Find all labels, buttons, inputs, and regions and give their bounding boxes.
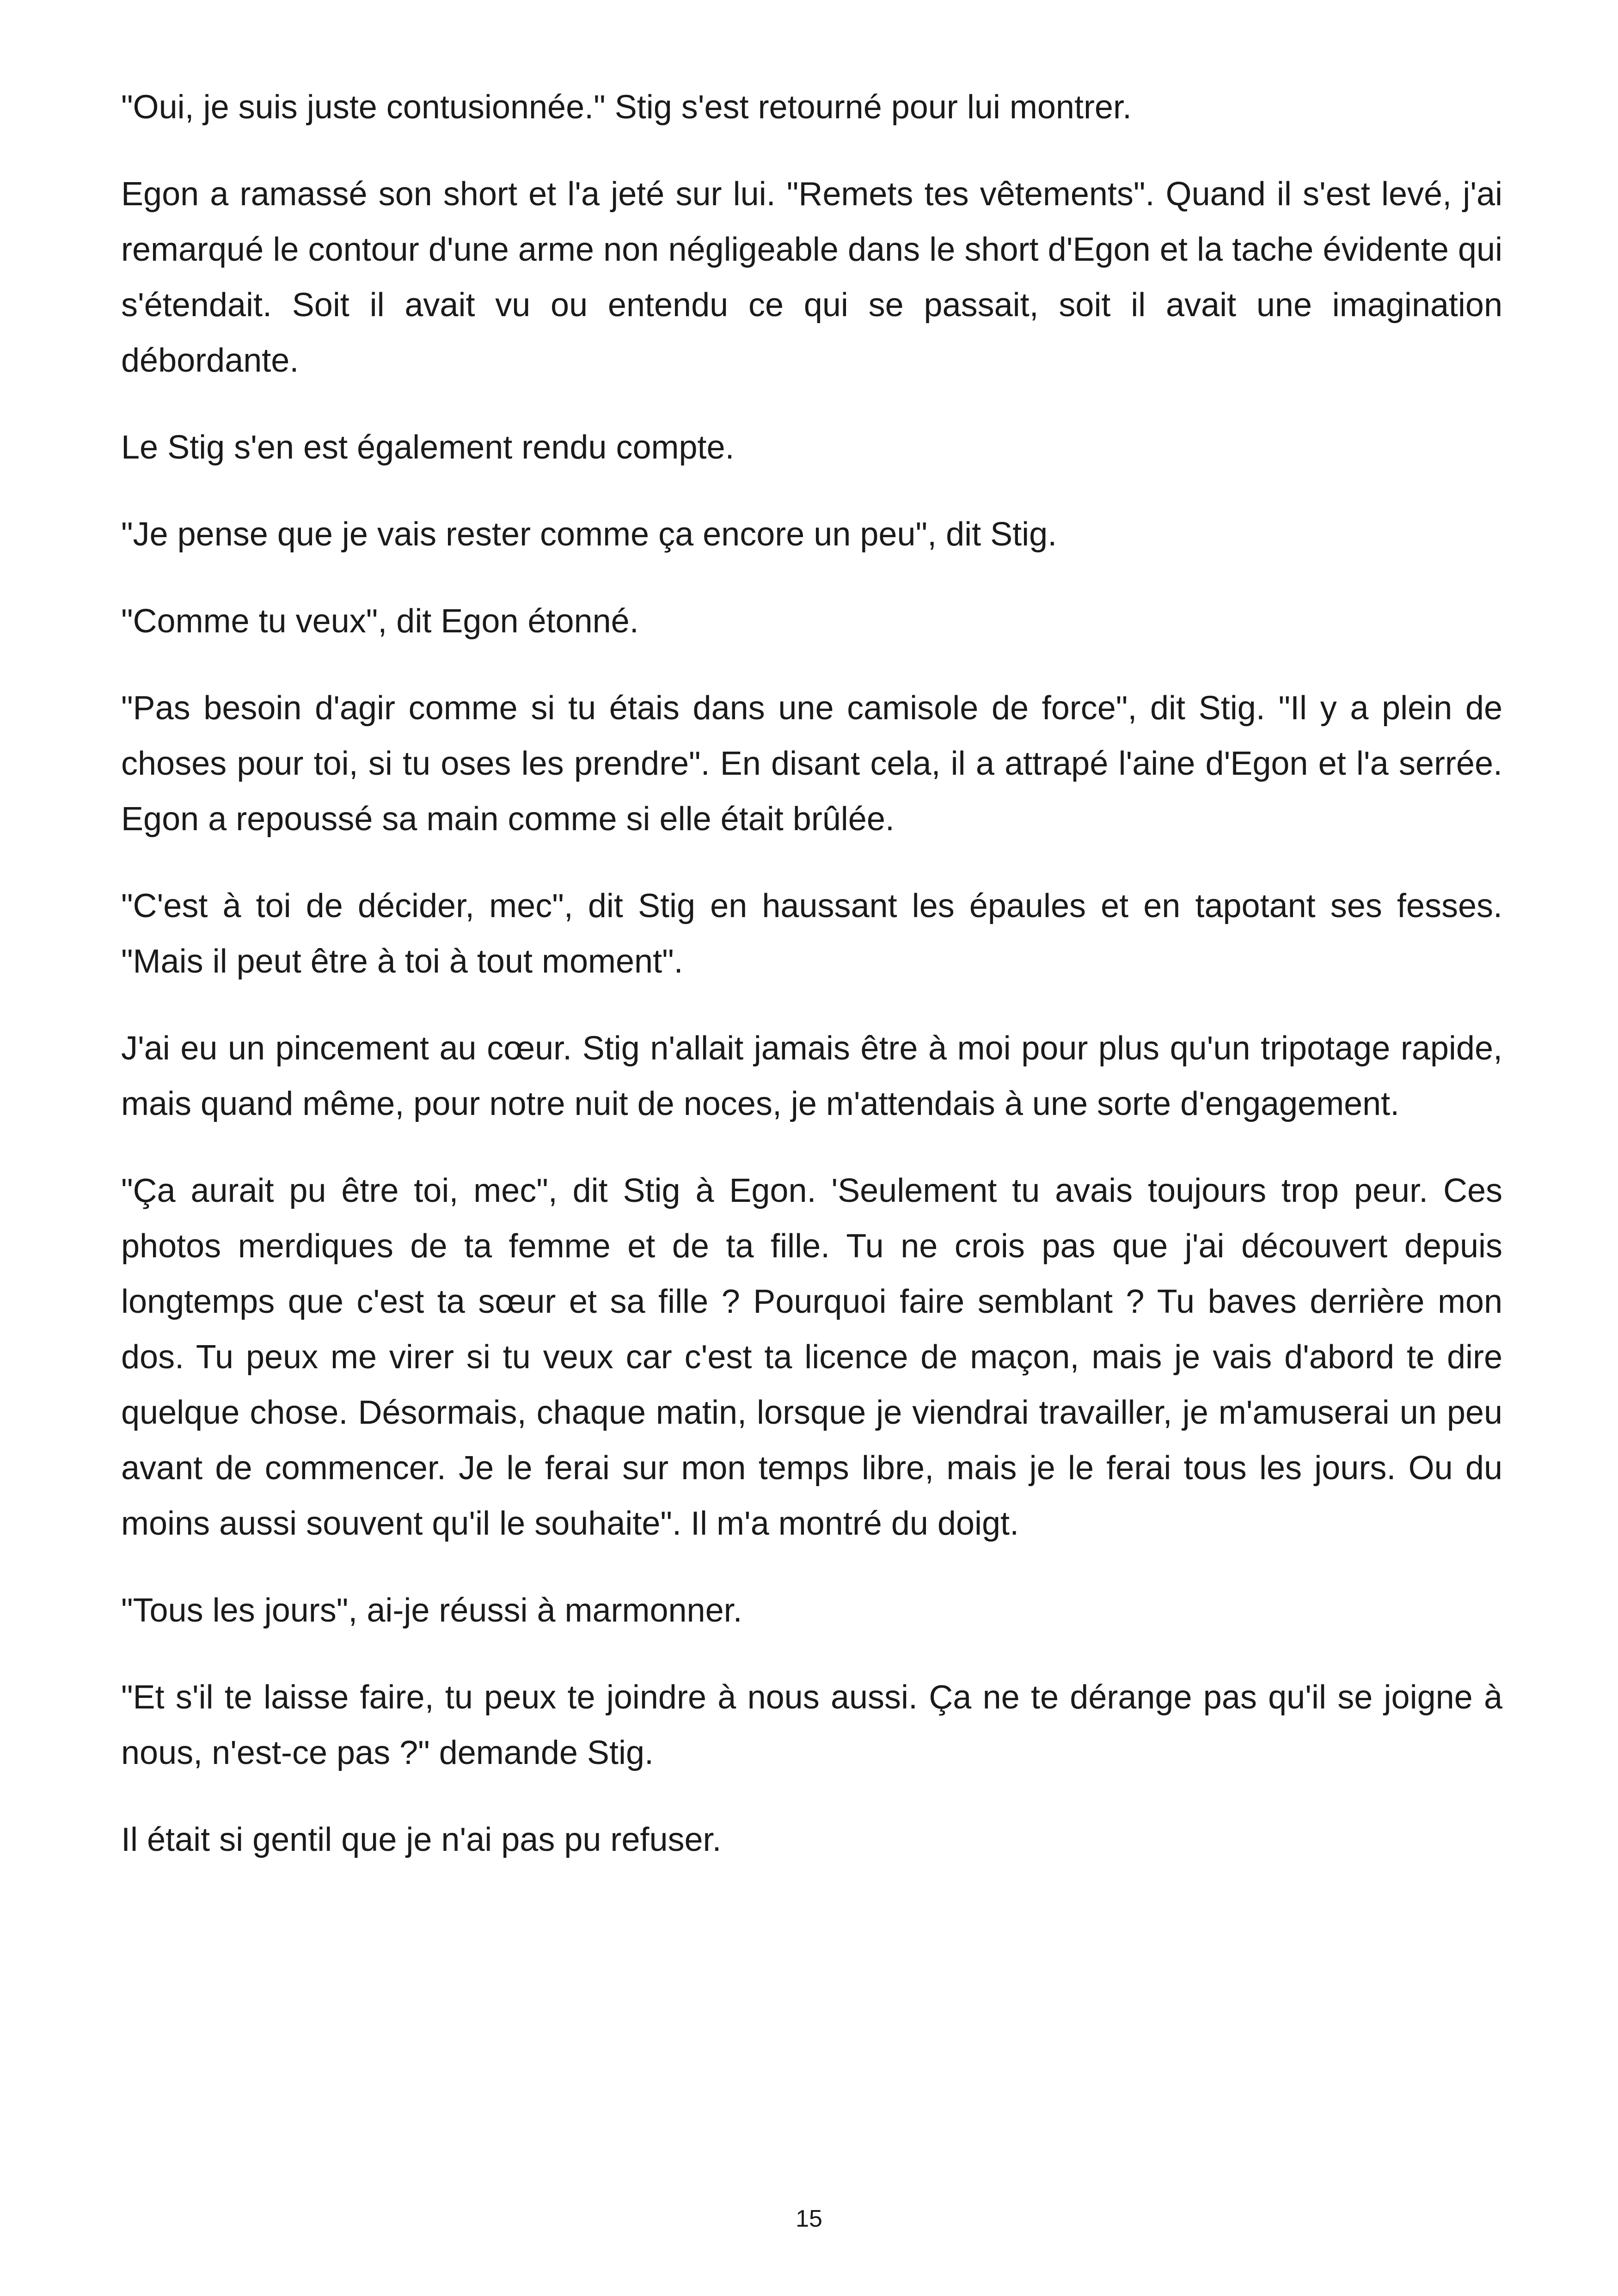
paragraph: "Et s'il te laisse faire, tu peux te joindre à nous aussi. Ça ne te dérange pas qu'il se joigne à nous, n'est-ce pas ?" demande Stig. <box>121 1679 1502 1771</box>
paragraph: "Tous les jours", ai-je réussi à marmonner. <box>121 1592 742 1629</box>
paragraph: "Je pense que je vais rester comme ça encore un peu", dit Stig. <box>121 516 1057 553</box>
paragraph: "Comme tu veux", dit Egon étonné. <box>121 603 639 640</box>
paragraph: "C'est à toi de décider, mec", dit Stig en haussant les épaules et en tapotant ses fesses. "Mais il peut être à toi à tout moment". <box>121 888 1502 980</box>
paragraph: "Pas besoin d'agir comme si tu étais dans une camisole de force", dit Stig. "Il y a plein de choses pour toi, si tu oses les prendre". En disant cela, il a attrapé l'aine d'Egon et l'a serrée. Egon a repoussé sa main comme si elle était brûlée. <box>121 690 1502 838</box>
paragraph: J'ai eu un pincement au cœur. Stig n'allait jamais être à moi pour plus qu'un tripotage rapide, mais quand même, pour notre nuit de noces, je m'attendais à une sorte d'engagement. <box>121 1030 1502 1122</box>
paragraph: Egon a ramassé son short et l'a jeté sur lui. "Remets tes vêtements". Quand il s'est levé, j'ai remarqué le contour d'une arme non négligeable dans le short d'Egon et la tache évidente qui s'étendait. Soit il avait vu ou entendu ce qui se passait, soit il avait une imagination débordante. <box>121 176 1502 379</box>
page-number: 15 <box>796 2205 822 2232</box>
paragraph: "Ça aurait pu être toi, mec", dit Stig à Egon. 'Seulement tu avais toujours trop peur. Ces photos merdiques de ta femme et de ta fille. Tu ne crois pas que j'ai découvert depuis longtemps que c'est ta sœur et sa fille ? Pourquoi faire semblant ? Tu baves derrière mon dos. Tu peux me virer si tu veux car c'est ta licence de maçon, mais je vais d'abord te dire quelque chose. Désormais, chaque matin, lorsque je viendrai travailler, je m'amuserai un peu avant de commencer. Je le ferai sur mon temps libre, mais je le ferai tous les jours. Ou du moins aussi souvent qu'il le souhaite". Il m'a montré du doigt. <box>121 1172 1502 1542</box>
paragraph: Le Stig s'en est également rendu compte. <box>121 429 735 466</box>
paragraph: Il était si gentil que je n'ai pas pu refuser. <box>121 1821 722 1858</box>
paragraph: "Oui, je suis juste contusionnée." Stig s'est retourné pour lui montrer. <box>121 89 1132 126</box>
body-text <box>121 80 1502 1899</box>
